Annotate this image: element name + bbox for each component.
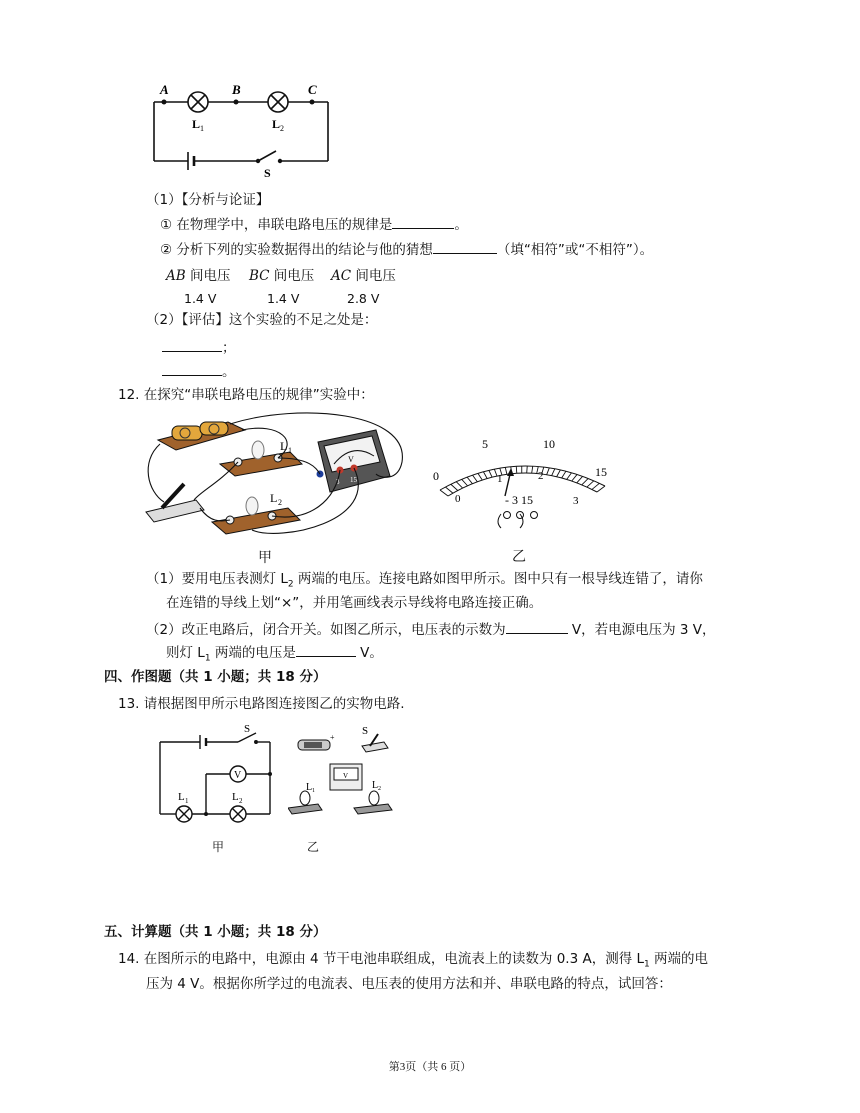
fig-yi-label: 乙 <box>512 549 526 565</box>
fig-l2-sub: 2 <box>278 498 282 507</box>
q11-item2: ② 分析下列的实验数据得出的结论与他的猜想 （填“相符”或“不相符”）。 <box>160 239 653 260</box>
label-s: S <box>264 166 271 178</box>
table-value-ac: 2.8 V <box>347 291 380 306</box>
q13-fig-yi-label: 乙 <box>307 840 320 854</box>
section-4-title: 四、作图题（共 1 小题；共 18 分） <box>104 669 327 685</box>
label-b: B <box>232 82 241 97</box>
fig-jia-label: 甲 <box>258 550 272 566</box>
q11-part1-title: （1）【分析与论证】 <box>146 192 270 208</box>
scale-top-0: 0 <box>433 469 439 483</box>
fig-term-3: 3 <box>336 478 340 486</box>
physical-circuit-figure <box>140 412 415 542</box>
q14-line2: 压为 4 V。根据你所学过的电流表、电压表的使用方法和并、串联电路的特点，试回答： <box>146 976 672 992</box>
scale-top-15: 15 <box>595 465 607 479</box>
scale-top-10: 10 <box>543 437 555 451</box>
scale-top-5: 5 <box>482 437 488 451</box>
q13-title: 13. 请根据图甲所示电路图连接图乙的实物电路. <box>118 696 405 712</box>
q11-blank1: ； <box>162 337 236 358</box>
answer-blank[interactable] <box>433 239 497 254</box>
answer-blank[interactable] <box>162 337 222 352</box>
comp-l2: L <box>372 780 379 791</box>
answer-blank[interactable] <box>162 361 222 376</box>
series-circuit-diagram <box>140 78 340 178</box>
scale-bottom-3: 3 <box>573 495 579 507</box>
page-footer: 第3页（共 6 页） <box>388 1061 472 1073</box>
label-c: C <box>308 82 317 97</box>
table-header-ab: AB 间电压 <box>166 268 231 284</box>
comp-l1-sub: 1 <box>312 788 315 794</box>
comp-l1: L <box>306 782 313 793</box>
label-l1-sub: 1 <box>200 124 204 133</box>
q12-part1-line2: 在连错的导线上划“×”，并用笔画线表示导线将电路连接正确。 <box>166 595 543 611</box>
scale-bottom-0: 0 <box>455 493 461 505</box>
section-5-title: 五、计算题（共 1 小题；共 18 分） <box>104 924 327 940</box>
label-a: A <box>160 82 169 97</box>
label-l2-sub: 2 <box>239 797 243 805</box>
q14-line1: 14. 在图所示的电路中，电源由 4 节干电池串联组成，电流表上的读数为 0.3 A，测得 $L_1$ 两端的电 <box>118 951 709 970</box>
components-figure-yi <box>288 722 403 822</box>
answer-blank[interactable] <box>392 214 454 229</box>
fig-l1-sub: 1 <box>288 446 292 455</box>
comp-s: S <box>362 725 369 737</box>
answer-blank[interactable] <box>296 642 356 657</box>
circuit-schematic-jia <box>152 722 282 827</box>
q12-part1-line1: （1）要用电压表测灯 $L_2$ 两端的电压。连接电路如图甲所示。图中只有一根导线连错了，请你 <box>146 571 703 590</box>
voltmeter-scale-figure <box>425 430 625 530</box>
table-value-bc: 1.4 V <box>267 291 300 306</box>
fig-l2: L <box>270 491 278 505</box>
answer-blank[interactable] <box>506 619 568 634</box>
fig-term-15: 15 <box>350 476 357 484</box>
q11-item1: ① 在物理学中，串联电路电压的规律是 。 <box>160 214 468 235</box>
label-l2: L <box>232 791 239 803</box>
label-l1: L <box>178 791 185 803</box>
q11-blank2: 。 <box>162 361 236 382</box>
label-v: V <box>234 770 242 781</box>
scale-bottom-1: 1 <box>497 473 503 485</box>
comp-l2-sub: 2 <box>378 786 381 792</box>
label-s: S <box>244 723 251 735</box>
svg-text:+: + <box>330 733 335 742</box>
label-l2-sub: 2 <box>280 124 284 133</box>
q13-fig-jia-label: 甲 <box>212 840 225 854</box>
fig-voltmeter-v: V <box>348 455 354 464</box>
q11-part2-title: （2）【评估】这个实验的不足之处是： <box>146 312 378 328</box>
label-l1: L <box>192 117 201 131</box>
table-value-ab: 1.4 V <box>184 291 217 306</box>
label-l2: L <box>272 117 281 131</box>
q12-part2-line1: （2）改正电路后，闭合开关。如图乙所示，电压表的示数为 V，若电源电压为 3 V， <box>146 619 716 640</box>
fig-l1: L <box>280 439 288 453</box>
q12-part2-line2: 则灯 $L_1$ 两端的电压是 V。 <box>166 642 383 669</box>
q12-title: 12. 在探究“串联电路电压的规律”实验中： <box>118 387 374 403</box>
scale-bottom-2: 2 <box>538 470 544 482</box>
table-header-bc: BC 间电压 <box>249 268 315 284</box>
scale-terminals: - 3 15 <box>505 493 533 507</box>
table-header-ac: AC 间电压 <box>331 268 396 284</box>
label-l1-sub: 1 <box>185 797 189 805</box>
comp-v: V <box>343 772 349 780</box>
